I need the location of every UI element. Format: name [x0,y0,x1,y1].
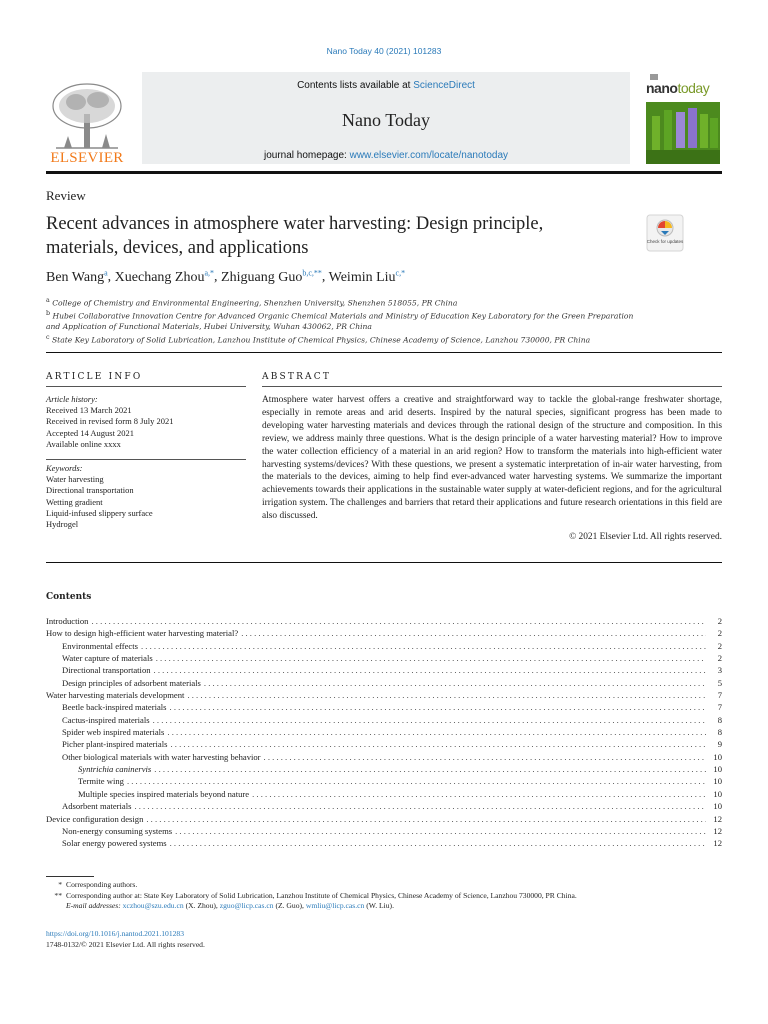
toc-entry-page: 2 [717,653,722,664]
toc-entry-page: 10 [713,776,722,787]
check-badge-label: Check for updates [646,239,684,244]
journal-cover[interactable] [644,72,722,168]
article-type: Review [46,188,86,203]
publisher-logo-text: ELSEVIER [50,150,124,166]
toc-entry-title: Beetle back-inspired materials [62,702,167,713]
toc-leader-dots [264,751,706,763]
contents-availability [142,80,630,91]
toc-leader-dots [252,788,706,800]
toc-entry-page: 10 [713,764,722,775]
affiliations [46,296,646,346]
toc-entry-title: Spider web inspired materials [62,727,165,738]
toc-leader-dots [154,763,706,775]
toc-entry-page: 3 [717,665,722,676]
toc-entry-title: Other biological materials with water harvesting behavior [62,751,261,762]
table-of-contents [46,615,722,850]
toc-entry[interactable] [46,825,722,837]
article-history [46,394,246,450]
toc-entry-title: Non-energy consuming systems [62,825,173,836]
journal-citation[interactable]: Nano Today 40 (2021) 101283 [326,46,442,56]
toc-entry[interactable] [46,689,722,701]
keyword: Water harvesting [46,474,104,485]
toc-entry-title: Termite wing [78,776,124,787]
toc-entry[interactable] [46,640,722,652]
footnote: ** Corresponding author at: State Key Laboratory of Solid Lubrication, Lanzhou Institute of Chemical Physics, Chinese Academy of Science, Lanzhou 730000, PR China. [54,890,577,900]
abstract-rule [262,386,722,387]
toc-entry[interactable] [46,677,722,689]
keyword: Hydrogel [46,519,79,530]
homepage-link[interactable]: www.elsevier.com/locate/nanotoday [349,150,509,161]
doi-link[interactable]: https://doi.org/10.1016/j.nantod.2021.101283 [46,929,185,938]
toc-leader-dots [154,664,706,676]
article-info-heading: ARTICLE INFO [46,372,143,382]
author-list: Ben Wang$^a$, Xuechang Zhou$^{a,*}$, Zhiguang Guo$^{b,c,**}$, Weimin Liu$^{c,*}$ [46,268,406,285]
abstract-heading: ABSTRACT [262,372,332,382]
toc-entry-page: 10 [713,801,722,812]
cover-title [646,80,709,96]
toc-entry[interactable] [46,788,722,800]
toc-entry-title: Design principles of adsorbent materials [62,677,201,688]
footnotes [46,880,722,912]
toc-entry-page: 2 [717,640,722,651]
header-divider [46,171,722,174]
toc-entry[interactable] [46,627,722,639]
toc-entry-title: Cactus-inspired materials [62,714,150,725]
toc-leader-dots [170,837,706,849]
toc-entry-title: Environmental effects [62,640,138,651]
toc-entry-title: Adsorbent materials [62,801,132,812]
toc-leader-dots [91,615,706,627]
toc-leader-dots [241,627,706,639]
toc-entry[interactable] [46,664,722,676]
issn-line: 1748-0132/© 2021 Elsevier Ltd. All rights reserved. [46,940,205,949]
toc-entry-page: 9 [717,739,722,750]
toc-entry[interactable] [46,652,722,664]
toc-entry-title: Device configuration design [46,813,144,824]
toc-entry-page: 12 [713,838,722,849]
email-link[interactable]: zguo@licp.cas.cn [219,901,274,911]
toc-entry[interactable] [46,775,722,787]
toc-entry-title: Syntrichia caninervis [78,764,152,775]
journal-header [46,72,630,164]
history-item: Received 13 March 2021 [46,405,132,416]
toc-entry[interactable] [46,701,722,713]
toc-entry-title: Multiple species inspired materials beyond nature [78,788,250,799]
toc-entry-title: Introduction [46,616,89,626]
email-label: E-mail addresses: [66,901,121,911]
article-title-line: materials, devices, and applications [46,238,309,258]
keywords [46,463,246,530]
author[interactable]: Ben Wang$^a$ [46,268,108,285]
section-divider [46,562,722,563]
toc-entry-page: 8 [717,727,722,738]
history-item: Available online xxxx [46,438,121,449]
toc-entry-page: 10 [713,751,722,762]
toc-entry-title: How to design high-efficient water harvesting material? [46,628,239,639]
toc-entry[interactable] [46,813,722,825]
toc-leader-dots [170,738,706,750]
toc-leader-dots [127,775,706,787]
article-info-rule [46,386,246,387]
toc-entry-title: Picher plant-inspired materials [62,739,168,750]
keyword: Liquid-infused slippery surface [46,507,153,518]
toc-entry-title: Water capture of materials [62,653,153,664]
history-item: Received in revised form 8 July 2021 [46,416,174,427]
sciencedirect-link[interactable]: ScienceDirect [413,80,475,91]
journal-title: Nano Today [342,110,430,130]
toc-entry[interactable] [46,714,722,726]
toc-leader-dots [141,640,706,652]
affiliation: $^b$ Hubei Collaborative Innovation Centre for Advanced Organic Chemical Materials and Ministry of Education Key Laboratory for the Green Preparation and Application of Functional Materials, Hubei University, Wuhan 430062, PR China [46,310,634,332]
check-for-updates-icon[interactable] [646,214,684,252]
toc-entry-page: 8 [717,714,722,725]
author[interactable]: Xuechang Zhou$^{a,*}$ [114,268,215,285]
toc-leader-dots [175,825,706,837]
cover-title-today: today [677,80,710,96]
toc-leader-dots [156,652,706,664]
toc-entry-page: 10 [713,788,722,799]
toc-leader-dots [187,689,706,701]
footnote: * Corresponding authors. [58,880,138,889]
section-divider [46,352,722,353]
toc-entry[interactable] [46,726,722,738]
toc-entry[interactable] [46,800,722,812]
toc-leader-dots [134,800,706,812]
toc-entry-page: 2 [717,628,722,639]
affiliation: $^c$ State Key Laboratory of Solid Lubrication, Lanzhou Institute of Chemical Physics, Chinese Academy of Science, Lanzhou 730000, PR China [46,333,591,345]
toc-entry-title: Directional transportation [62,665,151,676]
email-addresses: E-mail addresses: xczhou@szu.edu.cn (X. Zhou), zguo@licp.cas.cn (Z. Guo), wmliu@licp.cas.cn (W. Liu). [66,901,394,911]
email-link[interactable]: xczhou@szu.edu.cn [122,901,184,911]
contents-prefix: Contents lists available at [297,80,414,91]
journal-homepage [142,150,630,161]
toc-entry[interactable] [46,738,722,750]
toc-entry-title: Solar energy powered systems [62,838,167,849]
toc-entry[interactable] [46,837,722,849]
toc-entry-page: 12 [713,825,722,836]
copyright-notice: © 2021 Elsevier Ltd. All rights reserved. [569,532,722,542]
contents-heading: Contents [46,592,92,602]
keyword: Wetting gradient [46,496,103,507]
history-item: Accepted 14 August 2021 [46,427,135,438]
keywords-label: Keywords: [46,463,83,473]
toc-leader-dots [146,813,706,825]
toc-leader-dots [170,701,706,713]
toc-entry-page: 7 [717,702,722,713]
cover-title-nano: nano [646,80,678,96]
abstract-text: Atmosphere water harvest offers a creative and straightforward way to tackle the global-range freshwater shortage, especially in remote areas and arid deserts. Inspired by the natural species, significant progress has been made to developing water harvesting materials and devices through the rational design of the structure and composition. In this review, we address mainly three questions. What is the design principle of a water harvesting material? How to improve the water collection efficiency of a material in an arid region? How to transform the materials into high-efficient water harvesting systems/devices? With these questions, we present a systematic interpretation of in-air water harvesting, from the materials to the devices, aiming to help find ever-advanced water harvesting systems. We summarize the important achievements towards their applications in the sustainable water supply at water-deficient regions, and for the agricultural irrigation system. The challenges and barriers that retard their applications and future research orientations in this field are also discussed. [262,395,722,522]
article-title [46,212,626,260]
history-label: Article history: [46,394,98,404]
email-link[interactable]: wmliu@licp.cas.cn [305,901,365,911]
toc-entry-page: 2 [717,616,722,626]
affiliation: $^a$ College of Chemistry and Environmental Engineering, Shenzhen University, Shenzhen 518055, PR China [46,297,458,308]
author[interactable]: Weimin Liu$^{c,*}$ [328,268,406,285]
toc-leader-dots [167,726,706,738]
toc-entry-page: 7 [717,690,722,701]
keyword: Directional transportation [46,485,134,496]
toc-entry[interactable] [46,751,722,763]
author[interactable]: Zhiguang Guo$^{b,c,**}$ [221,268,322,285]
toc-leader-dots [204,677,706,689]
toc-entry-page: 5 [717,677,722,688]
homepage-prefix: journal homepage: [263,150,350,161]
footnote-rule [46,876,94,877]
toc-entry-title: Water harvesting materials development [46,690,185,701]
toc-entry-page: 12 [713,813,722,824]
keywords-rule [46,459,246,460]
toc-leader-dots [153,714,706,726]
toc-entry[interactable] [46,615,722,627]
toc-entry[interactable] [46,763,722,775]
article-title-line: Recent advances in atmosphere water harvesting: Design principle, [46,214,544,234]
